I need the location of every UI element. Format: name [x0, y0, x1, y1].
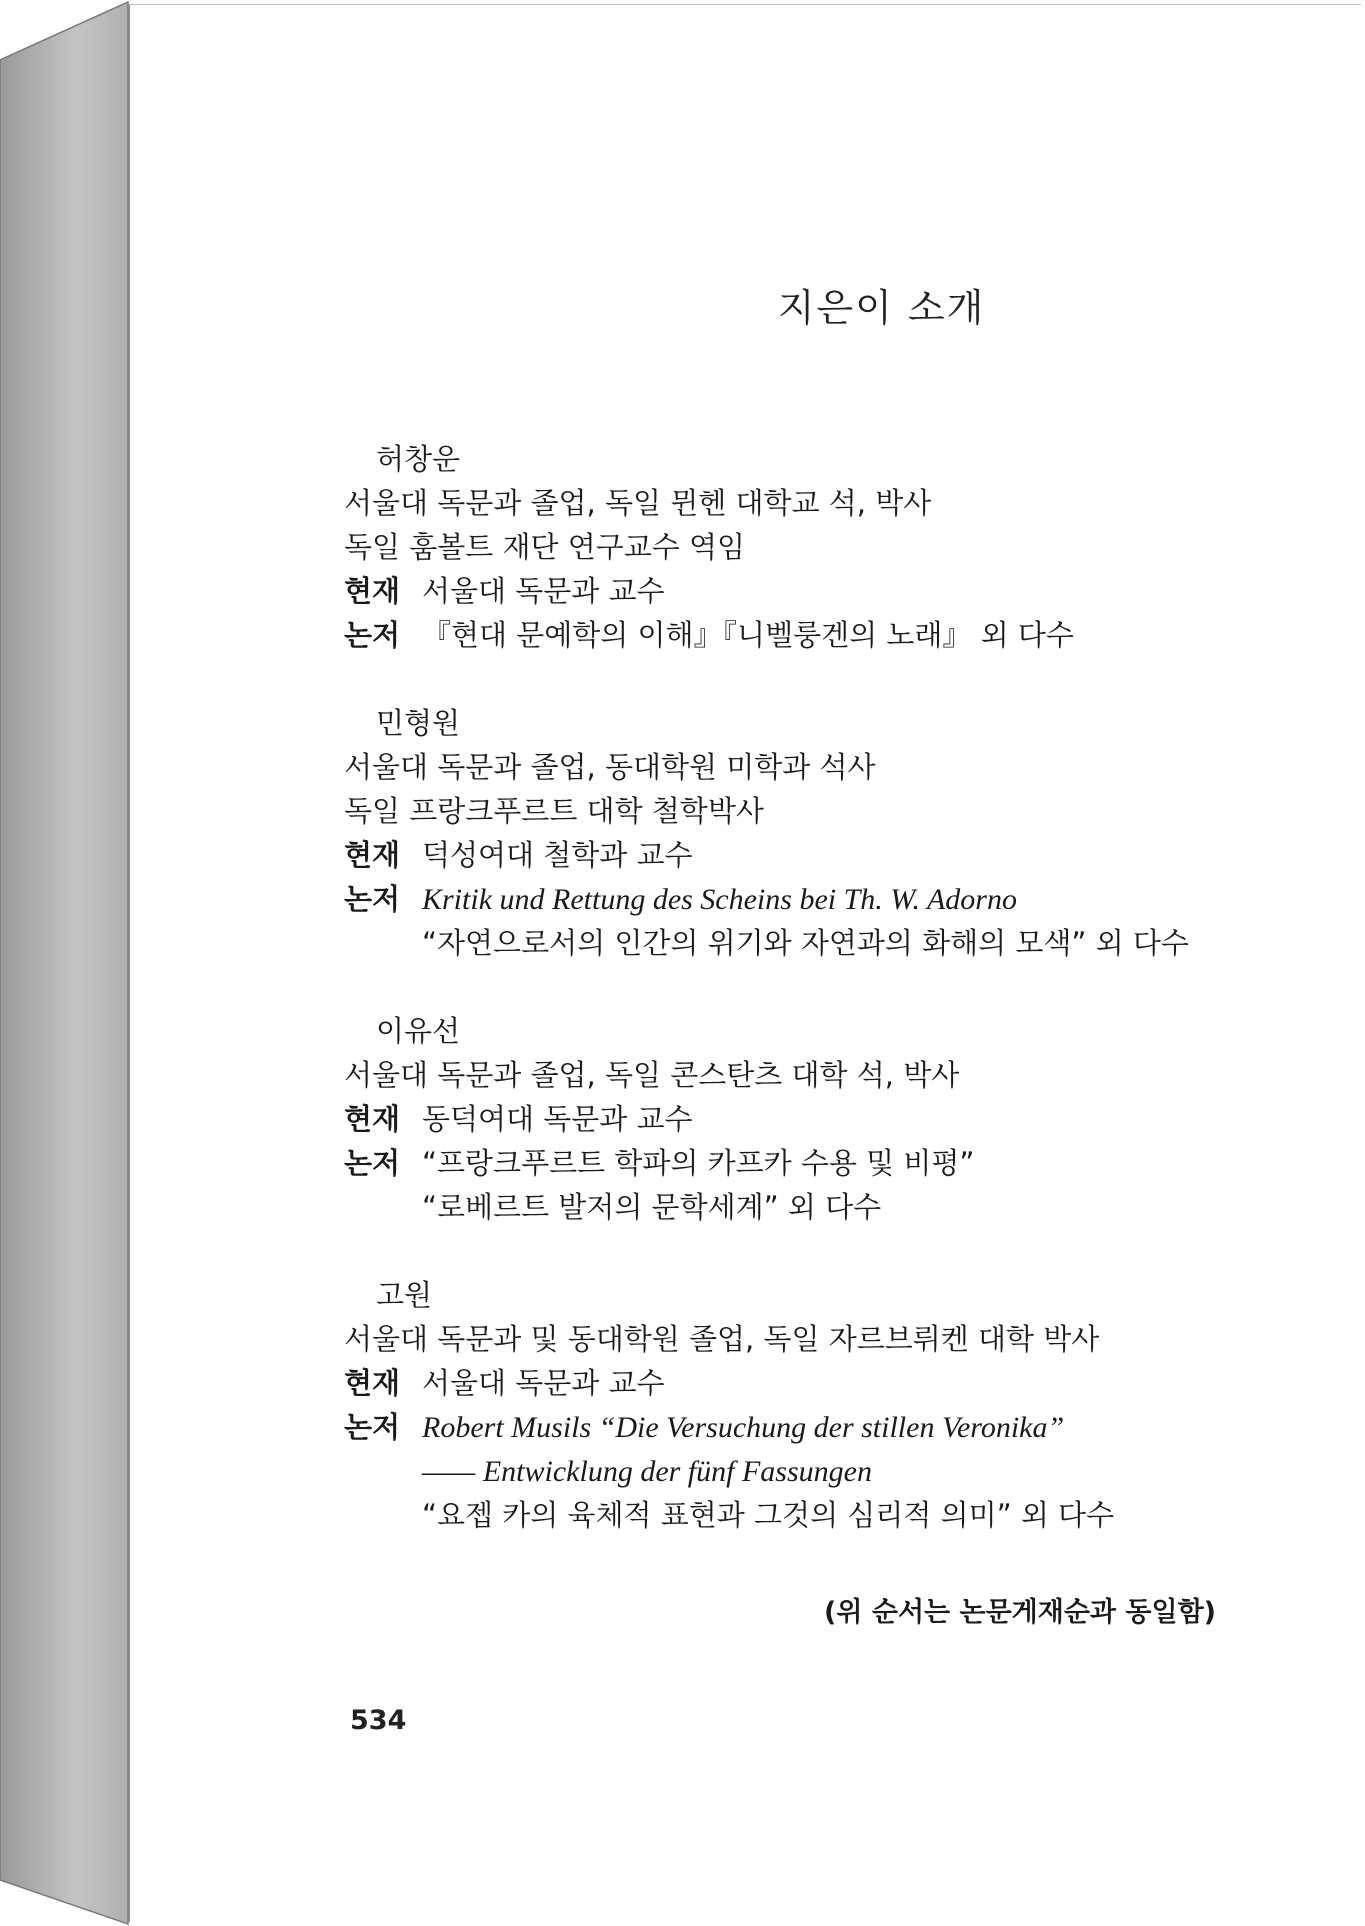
- author-line: 논저 『현대 문예학의 이해』『니벨룽겐의 노래』 외 다수: [344, 618, 1074, 652]
- page-title: 지은이 소개: [777, 286, 986, 330]
- author-line: 서울대 독문과 및 동대학원 졸업, 독일 자르브뤼켄 대학 박사: [344, 1322, 1100, 1356]
- author-line: —— Entwicklung der fünf Fassungen: [422, 1455, 872, 1488]
- book-spine: [0, 0, 130, 1926]
- book-page: [128, 4, 1361, 1922]
- author-line: 서울대 독문과 졸업, 독일 콘스탄츠 대학 석, 박사: [344, 1058, 960, 1092]
- author-line: 독일 프랑크푸르트 대학 철학박사: [344, 794, 764, 828]
- author-line: 현재 동덕여대 독문과 교수: [344, 1102, 693, 1136]
- author-name: 민형원: [376, 706, 461, 740]
- author-line: 서울대 독문과 졸업, 독일 뮌헨 대학교 석, 박사: [344, 486, 932, 520]
- author-line: 현재 덕성여대 철학과 교수: [344, 838, 693, 872]
- author-line: 서울대 독문과 졸업, 동대학원 미학과 석사: [344, 750, 876, 784]
- author-line: 논저 “프랑크푸르트 학파의 카프카 수용 및 비평”: [344, 1146, 975, 1180]
- author-line: “요젭 카의 육체적 표현과 그것의 심리적 의미” 외 다수: [422, 1498, 1115, 1532]
- author-line: 현재 서울대 독문과 교수: [344, 574, 665, 608]
- ordering-note: (위 순서는 논문게재순과 동일함): [824, 1597, 1216, 1628]
- author-name: 허창운: [376, 442, 461, 476]
- author-name: 고원: [376, 1278, 433, 1312]
- author-line: “로베르트 발저의 문학세계” 외 다수: [422, 1190, 882, 1224]
- page-number: 534: [350, 1705, 407, 1736]
- author-line: 독일 훔볼트 재단 연구교수 역임: [344, 530, 746, 564]
- author-line: “자연으로서의 인간의 위기와 자연과의 화해의 모색” 외 다수: [422, 926, 1189, 960]
- author-name: 이유선: [376, 1014, 461, 1048]
- author-line: 논저 Robert Musils “Die Versuchung der stillen Veronika”: [344, 1410, 1065, 1444]
- author-line: 현재 서울대 독문과 교수: [344, 1366, 665, 1400]
- author-line: 논저 Kritik und Rettung des Scheins bei Th. W. Adorno: [344, 882, 1017, 916]
